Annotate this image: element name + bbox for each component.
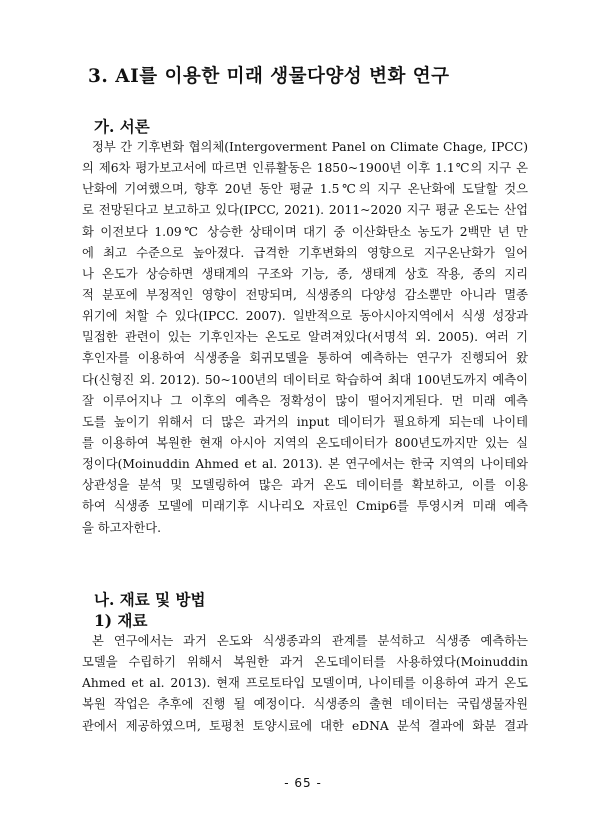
subsection-title-introduction: 가. 서론 bbox=[94, 117, 150, 136]
body-line: 다(신형진 외. 2012). 50~100년의 데이터로 학습하여 최대 100년도까지 예측이 bbox=[82, 372, 528, 387]
body-line: 로 전망된다고 보고하고 있다(IPCC, 2021). 2011~2020 지구 평균 온도는 산업 bbox=[82, 203, 528, 218]
introduction-body bbox=[82, 137, 528, 539]
body-line: 를 이용하여 복원한 현재 아시아 지역의 온도데이터가 800년도까지만 있는 실 bbox=[82, 435, 528, 450]
body-line: 모델을 수립하기 위해서 복원한 과거 온도데이터를 사용하였다(Moinuddin bbox=[82, 655, 528, 670]
section-title: 3. AI를 이용한 미래 생물다양성 변화 연구 bbox=[88, 66, 450, 87]
subsubsection-title-materials: 1) 재료 bbox=[94, 611, 148, 630]
body-line: 에 최고 수준으로 높아졌다. 급격한 기후변화의 영향으로 지구온난화가 일어 bbox=[82, 245, 528, 260]
body-line: 을 하고자한다. bbox=[82, 520, 162, 535]
body-line: 하여 식생종 모델에 미래기후 시나리오 자료인 Cmip6를 투영시켜 미래 예측 bbox=[82, 499, 528, 514]
body-line: 밀접한 관련이 있는 기후인자는 온도로 알려져있다(서명석 외. 2005). 여러 기 bbox=[82, 330, 528, 345]
body-line: 도를 높이기 위해서 더 많은 과거의 input 데이터가 필요하게 되는데 나이테 bbox=[82, 414, 528, 429]
subsection-title-methods: 나. 재료 및 방법 bbox=[94, 590, 206, 609]
page-number: - 65 - bbox=[284, 776, 322, 790]
body-line: 관에서 제공하였으며, 토평천 토양시료에 대한 eDNA 분석 결과에 화분 결과 bbox=[82, 718, 528, 733]
body-line: 적 분포에 부정적인 영향이 전망되며, 식생종의 다양성 감소뿐만 아니라 멸종 bbox=[82, 287, 528, 302]
body-line: 상관성을 분석 및 모델링하여 많은 과거 온도 데이터를 확보하고, 이를 이용 bbox=[82, 478, 528, 493]
body-line: 나 온도가 상승하면 생태계의 구조와 기능, 종, 생태계 상호 작용, 종의 지리 bbox=[82, 266, 528, 281]
body-line: 복원 작업은 추후에 진행 될 예정이다. 식생종의 출현 데이터는 국립생물자원 bbox=[82, 697, 528, 712]
body-line: Ahmed et al. 2013). 현재 프로토타입 모델이며, 나이테를 이용하여 과거 온도 bbox=[82, 676, 528, 691]
body-line: 정이다(Moinuddin Ahmed et al. 2013). 본 연구에서는 한국 지역의 나이테와 bbox=[82, 457, 528, 472]
body-line: 정부 간 기후변화 협의체(Intergoverment Panel on Climate Chage, IPCC) bbox=[92, 140, 528, 154]
body-line: 잘 이루어지나 그 이후의 예측은 정확성이 많이 떨어지게된다. 먼 미래 예측 bbox=[82, 393, 528, 408]
body-line: 위기에 처할 수 있다(IPCC. 2007). 일반적으로 동아시아지역에서 식생 성장과 bbox=[82, 309, 528, 324]
body-line: 의 제6차 평가보고서에 따르면 인류활동은 1850~1900년 이후 1.1℃의 지구 온 bbox=[82, 161, 528, 176]
body-line: 화 이전보다 1.09℃ 상승한 상태이며 대기 중 이산화탄소 농도가 2백만 년 만 bbox=[82, 224, 528, 239]
materials-body bbox=[82, 631, 528, 737]
body-line: 후인자를 이용하여 식생종을 회귀모델을 통하여 예측하는 연구가 진행되어 왔 bbox=[82, 351, 528, 366]
body-line: 난화에 기여했으며, 향후 20년 동안 평균 1.5℃의 지구 온난화에 도달할 것으 bbox=[82, 182, 528, 197]
body-line: 본 연구에서는 과거 온도와 식생종과의 관계를 분석하고 식생종 예측하는 bbox=[92, 634, 528, 648]
